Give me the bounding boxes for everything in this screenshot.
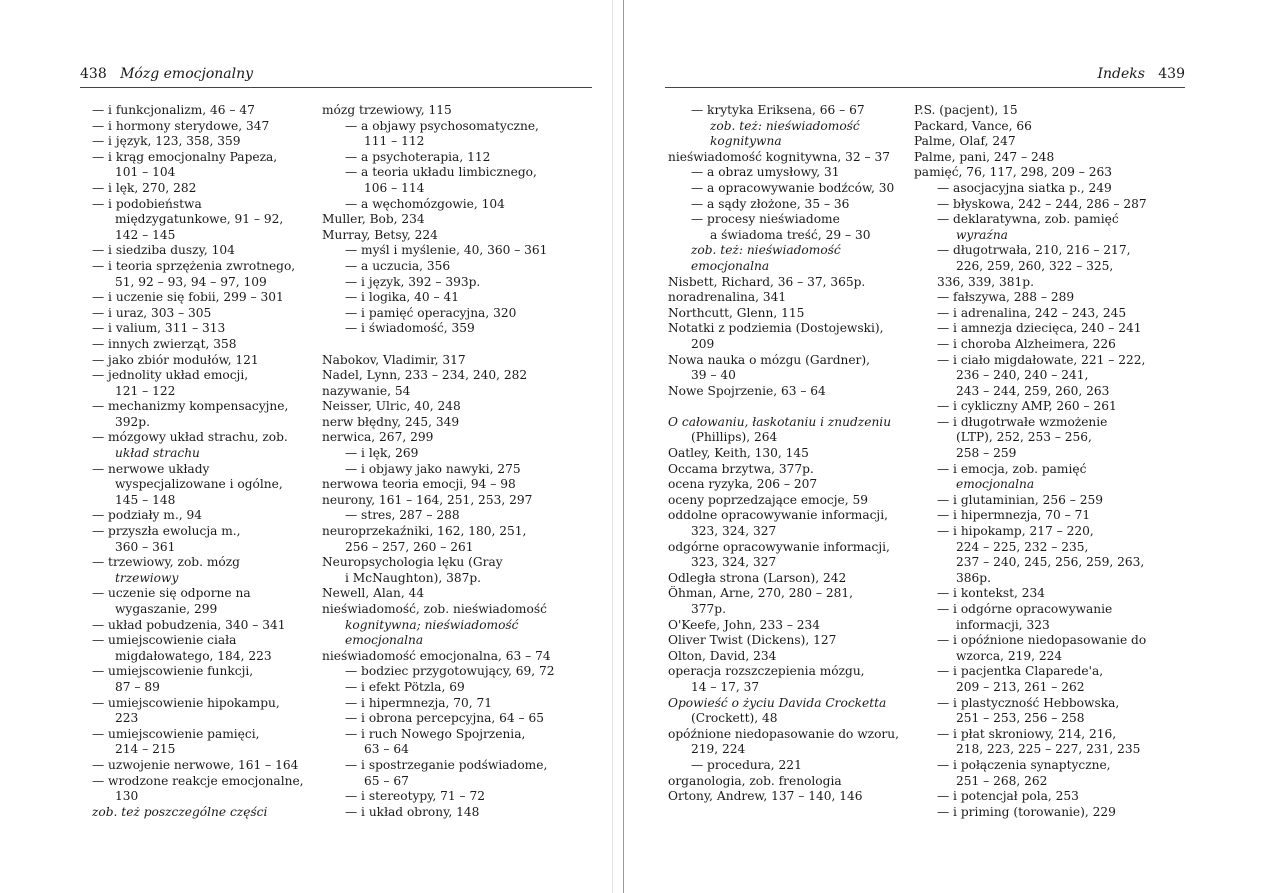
index-entry: (Phillips), 264 [691, 430, 778, 445]
index-entry: 214 – 215 [115, 742, 176, 757]
index-entry: 209 [691, 336, 715, 351]
index-entry: — krytyka Eriksena, 66 – 67 [691, 103, 865, 117]
index-entry: 237 – 240, 245, 256, 259, 263, [956, 555, 1145, 570]
index-column [92, 103, 322, 820]
index-entry: zob. też: nieświadomość [691, 243, 841, 258]
index-entry: nieświadomość, zob. nieświadomość [322, 602, 547, 616]
index-entry: nazywanie, 54 [322, 383, 411, 398]
page-number: 438 [80, 66, 107, 82]
index-entry: Northcutt, Glenn, 115 [668, 305, 805, 320]
index-entry: Newell, Alan, 44 [322, 586, 425, 601]
index-entry: neuroprzekaźniki, 162, 180, 251, [322, 524, 527, 539]
index-entry: O całowaniu, łaskotaniu i znudzeniu [668, 414, 892, 429]
index-entry: — a węchomózgowie, 104 [345, 196, 505, 211]
index-entry: 243 – 244, 259, 260, 263 [956, 383, 1110, 398]
index-entry: — i funkcjonalizm, 46 – 47 [92, 103, 255, 117]
index-entry: 121 – 122 [115, 383, 176, 398]
index-entry: — procedura, 221 [691, 757, 802, 772]
index-entry: wygaszanie, 299 [115, 602, 218, 616]
index-entry: informacji, 323 [956, 617, 1050, 632]
index-entry: 258 – 259 [956, 446, 1017, 461]
index-entry: Opowieść o życiu Davida Crocketta [668, 695, 887, 710]
index-entry: — jednolity układ emocji, [92, 368, 249, 383]
index-entry: — a opracowywanie bodźców, 30 [691, 180, 895, 195]
index-entry: a świadoma treść, 29 – 30 [710, 227, 871, 242]
running-title: Mózg emocjonalny [120, 66, 254, 82]
index-entry: — i pacjentka Claparede'a, [937, 664, 1104, 679]
index-entry: — i hipermnezja, 70, 71 [345, 695, 493, 710]
index-entry: — i język, 123, 358, 359 [92, 134, 241, 149]
index-entry: 111 – 112 [364, 134, 425, 149]
index-entry: 142 – 145 [115, 227, 176, 242]
index-entry: 209 – 213, 261 – 262 [956, 679, 1085, 694]
index-entry: 63 – 64 [364, 742, 409, 757]
index-entry: Nadel, Lynn, 233 – 234, 240, 282 [322, 368, 528, 383]
index-entry: — i ciało migdałowate, 221 – 222, [937, 352, 1146, 367]
index-entry: — i odgórne opracowywanie [937, 602, 1113, 616]
index-entry: Olton, David, 234 [668, 648, 777, 663]
index-entry: — i krąg emocjonalny Papeza, [92, 149, 278, 164]
index-entry: — stres, 287 – 288 [345, 508, 460, 523]
index-entry: Oliver Twist (Dickens), 127 [668, 633, 837, 648]
index-entry: — i adrenalina, 242 – 243, 245 [937, 305, 1127, 320]
index-entry: — jako zbiór modułów, 121 [92, 352, 259, 367]
index-entry: — a obraz umysłowy, 31 [691, 165, 840, 180]
index-column [914, 103, 1174, 820]
index-entry: Nowe Spojrzenie, 63 – 64 [668, 383, 826, 398]
index-entry: wzorca, 219, 224 [956, 648, 1063, 663]
index-entry: Nabokov, Vladimir, 317 [322, 352, 466, 367]
section-gap [322, 337, 594, 353]
index-entry: — i lęk, 269 [345, 446, 419, 461]
index-entry: — i podobieństwa [92, 196, 202, 211]
right-page-header [665, 66, 1185, 82]
index-entry: — i hipokamp, 217 – 220, [937, 524, 1094, 539]
index-entry: 145 – 148 [115, 492, 176, 507]
index-entry: zob. też: nieświadomość [710, 118, 860, 133]
index-entry: — i hipermnezja, 70 – 71 [937, 508, 1091, 523]
index-entry: — procesy nieświadome [691, 212, 840, 227]
index-entry: — umiejscowienie hipokampu, [92, 695, 280, 710]
index-entry: — i amnezja dziecięca, 240 – 241 [937, 321, 1142, 336]
index-entry: — podziały m., 94 [92, 508, 202, 523]
index-entry: 219, 224 [691, 742, 746, 757]
index-entry: 323, 324, 327 [691, 555, 777, 570]
index-entry: Nisbett, Richard, 36 – 37, 365p. [668, 274, 866, 289]
index-entry: 224 – 225, 232 – 235, [956, 539, 1089, 554]
index-entry: 377p. [691, 602, 726, 616]
index-entry: — i plastyczność Hebbowska, [937, 695, 1120, 710]
index-entry: — wrodzone reakcje emocjonalne, [92, 773, 304, 788]
header-rule [665, 87, 1185, 88]
index-entry: 101 – 104 [115, 165, 176, 180]
index-entry: O'Keefe, John, 233 – 234 [668, 617, 821, 632]
index-entry: — i opóźnione niedopasowanie do [937, 633, 1147, 648]
index-entry: neurony, 161 – 164, 251, 253, 297 [322, 492, 533, 507]
page-gutter-shadow [612, 0, 613, 893]
index-entry: nerwowa teoria emocji, 94 – 98 [322, 477, 516, 492]
index-entry: — i spostrzeganie podświadome, [345, 757, 548, 772]
index-entry: — uzwojenie nerwowe, 161 – 164 [92, 757, 299, 772]
index-entry: — uczenie się odporne na [92, 586, 251, 601]
index-entry: — i lęk, 270, 282 [92, 180, 197, 195]
index-entry: — i język, 392 – 393p. [345, 274, 481, 289]
index-entry: wyspecjalizowane i ogólne, [115, 477, 283, 492]
index-entry: Murray, Betsy, 224 [322, 227, 438, 242]
index-entry: operacja rozszczepienia mózgu, [668, 664, 865, 679]
index-entry: — i świadomość, 359 [345, 321, 475, 336]
index-entry: nieświadomość emocjonalna, 63 – 74 [322, 648, 551, 663]
index-entry: — umiejscowienie pamięci, [92, 726, 260, 741]
running-title: Indeks [1097, 66, 1145, 82]
index-entry: — i priming (torowanie), 229 [937, 804, 1116, 819]
right-page [625, 0, 1266, 893]
index-entry: — umiejscowienie ciała [92, 633, 237, 648]
index-entry: Ortony, Andrew, 137 – 140, 146 [668, 789, 863, 804]
index-entry: nerwica, 267, 299 [322, 430, 434, 445]
index-entry: — i kontekst, 234 [937, 586, 1046, 601]
index-entry: — i choroba Alzheimera, 226 [937, 336, 1116, 351]
index-entry: — i uraz, 303 – 305 [92, 305, 212, 320]
index-entry: P.S. (pacjent), 15 [914, 103, 1018, 117]
index-entry: noradrenalina, 341 [668, 290, 787, 305]
index-entry: 226, 259, 260, 322 – 325, [956, 258, 1114, 273]
index-entry: Packard, Vance, 66 [914, 118, 1032, 133]
index-entry: wyraźna [956, 227, 1008, 242]
index-entry: — przyszła ewolucja m., [92, 524, 241, 539]
index-entry: 130 [115, 789, 139, 804]
index-entry: 360 – 361 [115, 539, 176, 554]
index-entry: 251 – 253, 256 – 258 [956, 711, 1085, 726]
index-entry: nerw błędny, 245, 349 [322, 414, 460, 429]
index-entry: — mechanizmy kompensacyjne, [92, 399, 289, 414]
index-entry: — myśl i myślenie, 40, 360 – 361 [345, 243, 548, 258]
index-entry: nieświadomość kognitywna, 32 – 37 [668, 149, 891, 164]
index-entry: — i obrona percepcyjna, 64 – 65 [345, 711, 545, 726]
index-entry: Neuropsychologia lęku (Gray [322, 555, 503, 570]
index-entry: 106 – 114 [364, 180, 425, 195]
index-entry: — deklaratywna, zob. pamięć [937, 212, 1119, 227]
index-entry: (LTP), 252, 253 – 256, [956, 430, 1092, 445]
index-entry: — długotrwała, 210, 216 – 217, [937, 243, 1131, 258]
index-entry: 323, 324, 327 [691, 524, 777, 539]
index-entry: — i połączenia synaptyczne, [937, 757, 1111, 772]
index-entry: mózg trzewiowy, 115 [322, 103, 452, 117]
index-entry: migdałowatego, 184, 223 [115, 648, 272, 663]
index-entry: — a sądy złożone, 35 – 36 [691, 196, 850, 211]
index-entry: i McNaughton), 387p. [345, 570, 482, 585]
index-entry: — i valium, 311 – 313 [92, 321, 226, 336]
index-entry: — i płat skroniowy, 214, 216, [937, 726, 1117, 741]
index-entry: — a teoria układu limbicznego, [345, 165, 537, 180]
index-entry: Odległa strona (Larson), 242 [668, 570, 847, 585]
index-entry: — i cykliczny AMP, 260 – 261 [937, 399, 1117, 414]
index-entry: trzewiowy [115, 570, 179, 585]
index-entry: — fałszywa, 288 – 289 [937, 290, 1075, 305]
index-entry: — i stereotypy, 71 – 72 [345, 789, 486, 804]
index-entry: układ strachu [115, 446, 200, 461]
index-entry: emocjonalna [345, 633, 424, 648]
index-entry: — i potencjał pola, 253 [937, 789, 1079, 804]
index-entry: — i długotrwałe wzmożenie [937, 414, 1108, 429]
index-entry: 336, 339, 381p. [937, 274, 1034, 289]
index-entry: — asocjacyjna siatka p., 249 [937, 180, 1112, 195]
index-entry: odgórne opracowywanie informacji, [668, 539, 890, 554]
index-entry: — i ruch Nowego Spojrzenia, [345, 726, 526, 741]
index-entry: — trzewiowy, zob. mózg [92, 555, 240, 570]
index-entry: — innych zwierząt, 358 [92, 336, 237, 351]
index-entry: 65 – 67 [364, 773, 409, 788]
index-entry: Öhman, Arne, 270, 280 – 281, [668, 586, 853, 601]
index-entry: Palme, Olaf, 247 [914, 134, 1016, 149]
index-entry: Occama brzytwa, 377p. [668, 461, 814, 476]
index-entry: — układ pobudzenia, 340 – 341 [92, 617, 286, 632]
header-rule [80, 87, 592, 88]
index-entry: — i efekt Pötzla, 69 [345, 679, 465, 694]
index-entry: — a objawy psychosomatyczne, [345, 118, 539, 133]
index-entry: — umiejscowienie funkcji, [92, 664, 254, 679]
index-entry: — i układ obrony, 148 [345, 804, 480, 819]
index-entry: zob. też poszczególne części [92, 804, 268, 819]
index-entry: międzygatunkowe, 91 – 92, [115, 212, 284, 227]
index-entry: — i teoria sprzężenia zwrotnego, [92, 258, 296, 273]
index-column [322, 103, 594, 820]
index-entry: — i glutaminian, 256 – 259 [937, 492, 1103, 507]
index-entry: — a uczucia, 356 [345, 258, 451, 273]
index-entry: — błyskowa, 242 – 244, 286 – 287 [937, 196, 1147, 211]
index-entry: Nowa nauka o mózgu (Gardner), [668, 352, 871, 367]
index-entry: — i hormony sterydowe, 347 [92, 118, 270, 133]
index-entry: — i emocja, zob. pamięć [937, 461, 1087, 476]
index-entry: — i uczenie się fobii, 299 – 301 [92, 290, 284, 305]
index-entry: — i siedziba duszy, 104 [92, 243, 235, 258]
index-entry: 256 – 257, 260 – 261 [345, 539, 474, 554]
index-entry: Palme, pani, 247 – 248 [914, 149, 1055, 164]
index-entry: 218, 223, 225 – 227, 231, 235 [956, 742, 1141, 757]
index-entry: — nerwowe układy [92, 461, 210, 476]
book-spine [623, 0, 624, 893]
index-entry: 51, 92 – 93, 94 – 97, 109 [115, 274, 267, 289]
index-entry: emocjonalna [956, 477, 1035, 492]
index-entry: — i pamięć operacyjna, 320 [345, 305, 517, 320]
index-entry: Muller, Bob, 234 [322, 212, 425, 227]
index-entry: opóźnione niedopasowanie do wzoru, [668, 726, 899, 741]
index-entry: 87 – 89 [115, 679, 160, 694]
page-number: 439 [1158, 66, 1185, 82]
index-entry: emocjonalna [691, 258, 770, 273]
index-entry: 251 – 268, 262 [956, 773, 1048, 788]
index-entry: 14 – 17, 37 [691, 679, 760, 694]
index-entry: kognitywna; nieświadomość [345, 617, 519, 632]
index-entry: Oatley, Keith, 130, 145 [668, 446, 809, 461]
left-page [0, 0, 612, 893]
index-entry: oddolne opracowywanie informacji, [668, 508, 888, 523]
index-entry: (Crockett), 48 [691, 711, 778, 726]
index-entry: kognitywna [710, 134, 782, 149]
index-entry: Notatki z podziemia (Dostojewski), [668, 321, 884, 336]
index-entry: 236 – 240, 240 – 241, [956, 368, 1089, 383]
index-entry: 386p. [956, 570, 991, 585]
index-entry: 392p. [115, 414, 150, 429]
index-entry: — mózgowy układ strachu, zob. [92, 430, 288, 445]
index-entry: oceny poprzedzające emocje, 59 [668, 492, 869, 507]
index-entry: organologia, zob. frenologia [668, 773, 842, 788]
index-entry: — a psychoterapia, 112 [345, 149, 491, 164]
index-entry: ocena ryzyka, 206 – 207 [668, 477, 818, 492]
index-entry: — i objawy jako nawyki, 275 [345, 461, 521, 476]
section-gap [668, 399, 914, 415]
index-column [668, 103, 914, 805]
index-entry: Neisser, Ulric, 40, 248 [322, 399, 461, 414]
index-entry: 39 – 40 [691, 368, 736, 383]
left-page-header [80, 66, 592, 82]
index-entry: — i logika, 40 – 41 [345, 290, 460, 305]
index-entry: — bodziec przygotowujący, 69, 72 [345, 664, 555, 679]
index-entry: pamięć, 76, 117, 298, 209 – 263 [914, 165, 1112, 180]
index-entry: 223 [115, 711, 139, 726]
